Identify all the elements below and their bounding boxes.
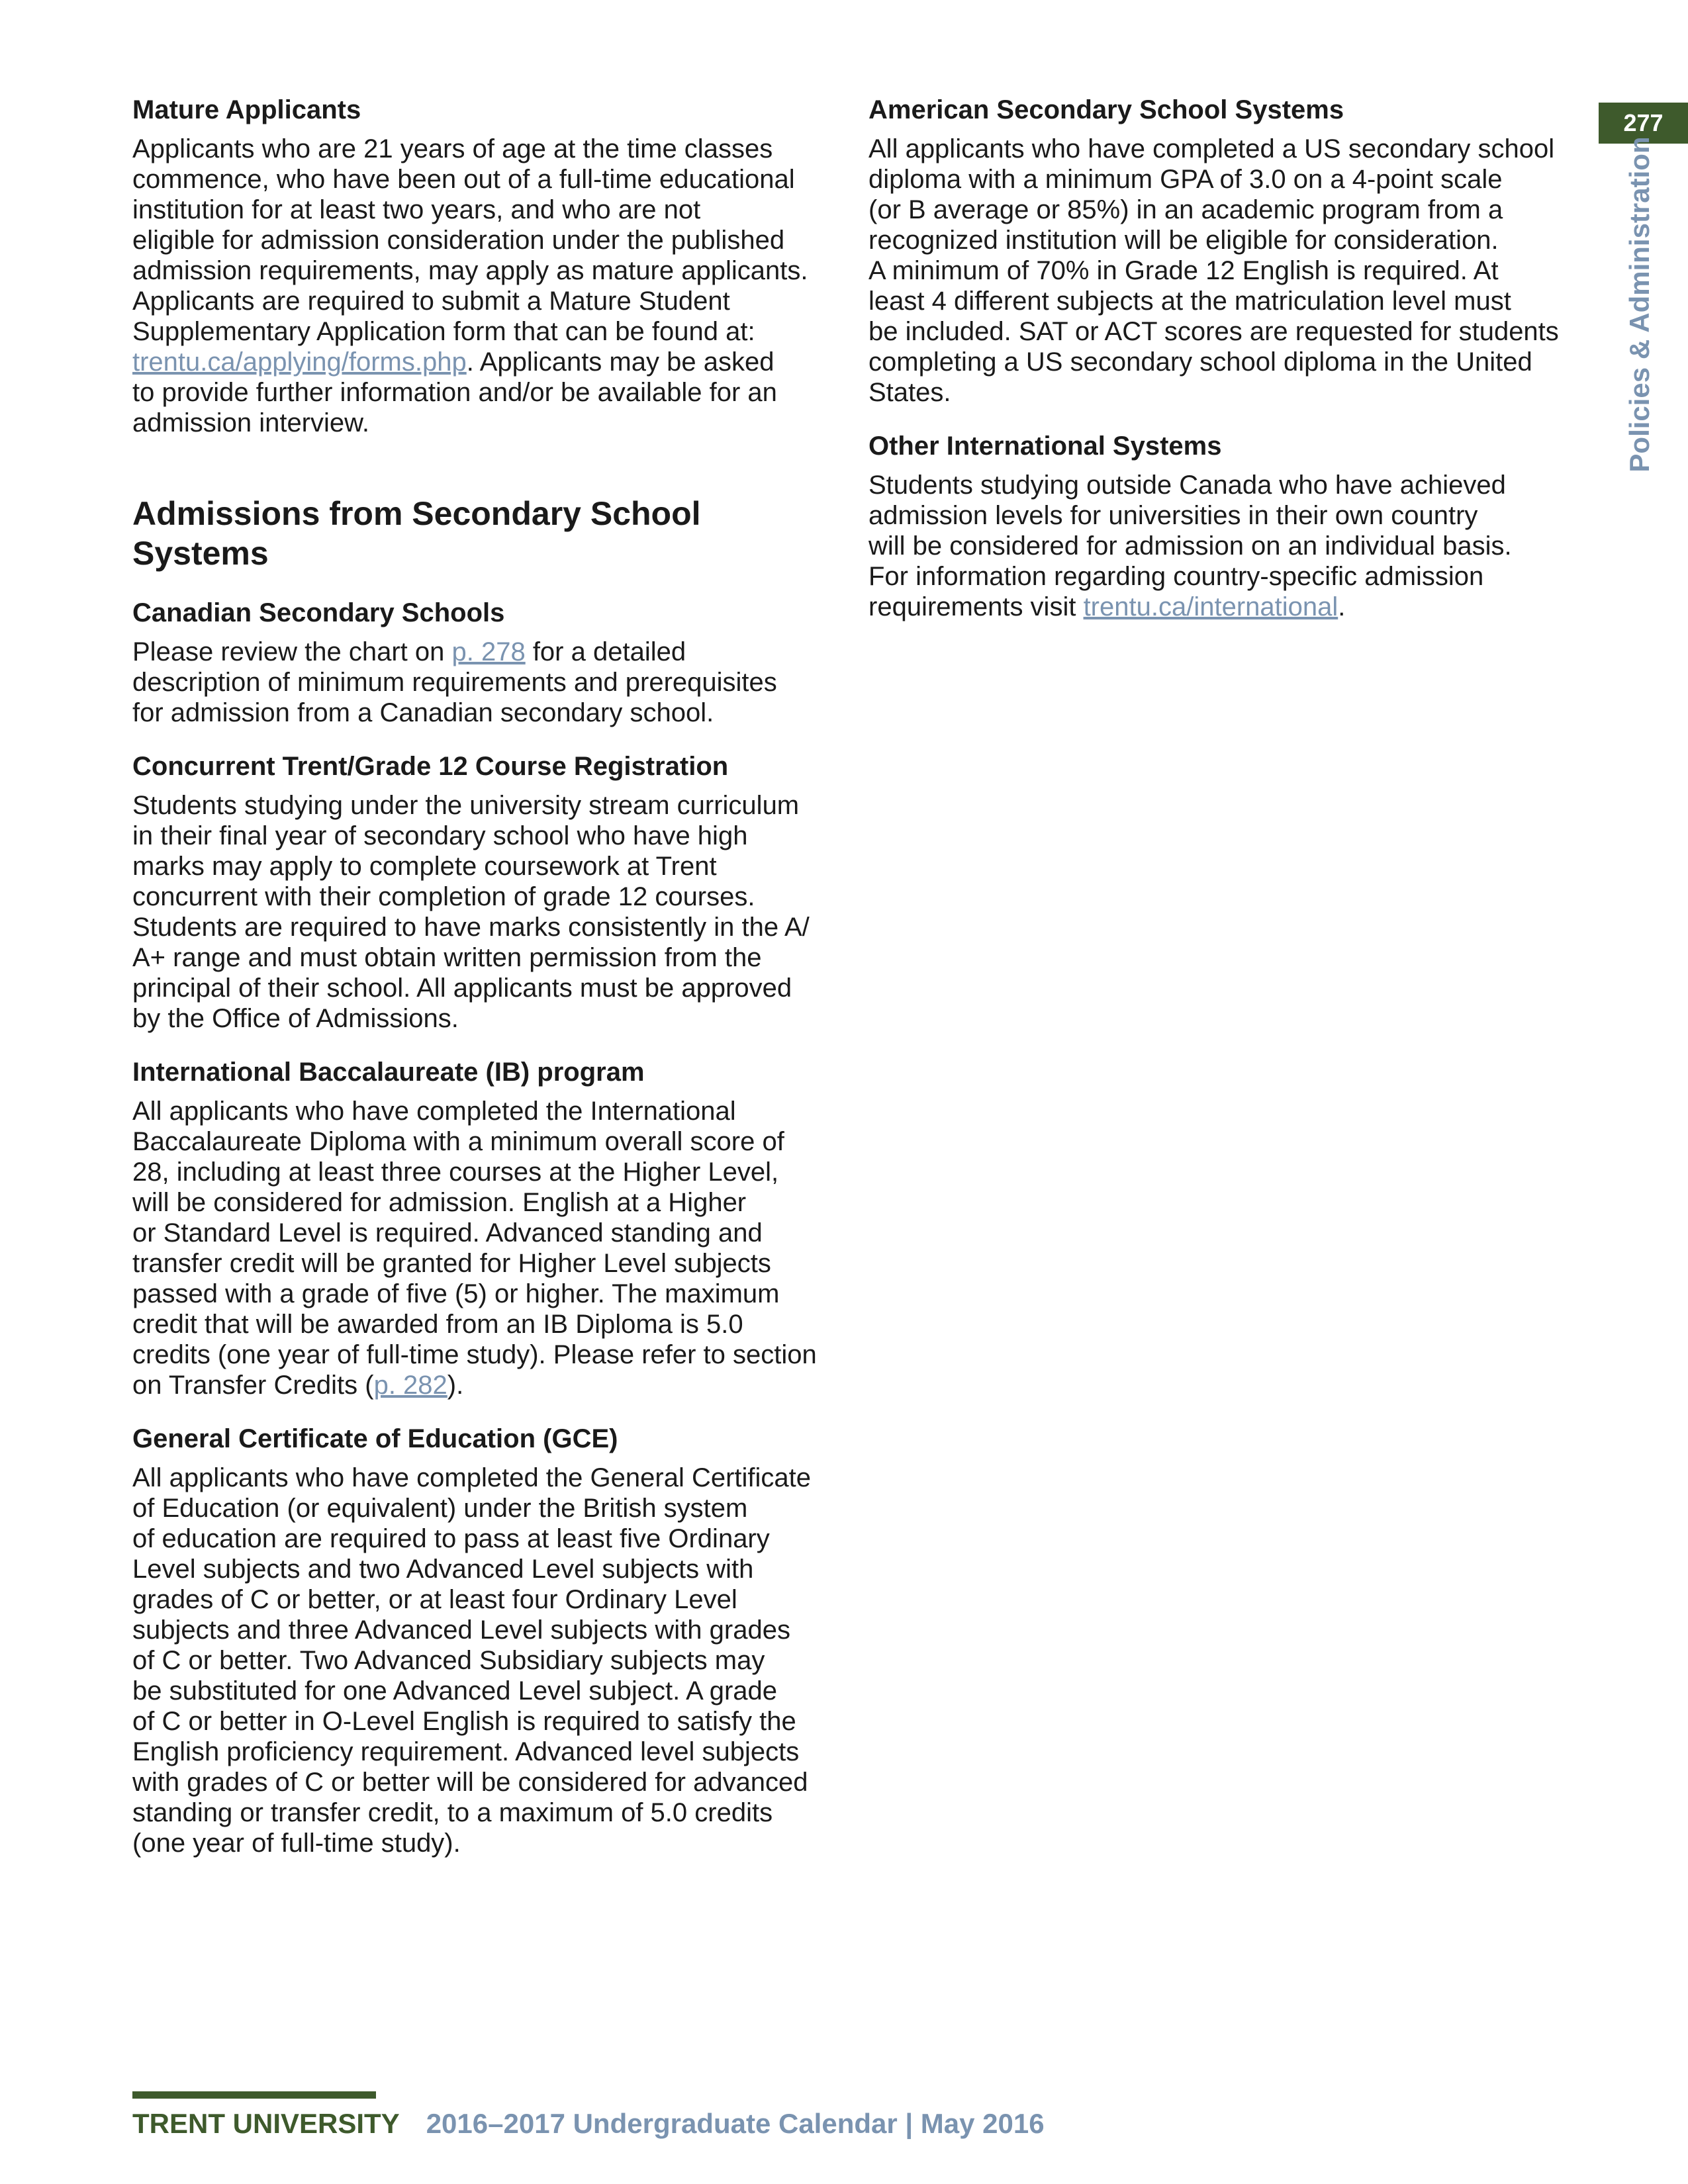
- right-column: [868, 93, 1570, 643]
- american-systems-heading: American Secondary School Systems: [868, 95, 1344, 124]
- section-title: Admissions from Secondary School Systems: [132, 495, 701, 572]
- ib-program-body: [132, 1096, 834, 1400]
- concurrent-registration-heading: Concurrent Trent/Grade 12 Course Registration: [132, 752, 729, 781]
- canadian-schools-heading: Canadian Secondary Schools: [132, 598, 505, 627]
- footer-university: TRENT UNIVERSITY: [132, 2108, 400, 2139]
- footer: [132, 2108, 1045, 2140]
- mature-applicants-body: [132, 134, 834, 438]
- other-international-body: [868, 470, 1570, 622]
- forms-link[interactable]: trentu.ca/applying/forms.php: [132, 347, 467, 377]
- ib-program-section: [132, 1055, 834, 1400]
- canadian-schools-body: [132, 637, 834, 728]
- gce-section: [132, 1422, 834, 1858]
- other-international-text-a: Students studying outside Canada who have achieved admission levels for universities in their own country will be considered for admission on an individual basis. For information regarding country-specific admission requirements visit: [868, 471, 1512, 621]
- page-number: 277: [1599, 103, 1688, 144]
- canadian-schools-text-b: for a detailed description of minimum requirements and prerequisites for admission from a Canadian secondary school.: [132, 637, 777, 727]
- ib-program-text-b: ).: [447, 1371, 464, 1400]
- other-international-heading: Other International Systems: [868, 432, 1222, 461]
- ib-program-heading: International Baccalaureate (IB) program: [132, 1058, 645, 1087]
- other-international-text-b: .: [1338, 592, 1346, 621]
- mature-applicants-text-b: . Applicants may be asked to provide further information and/or be available for an admission interview.: [132, 347, 777, 437]
- american-systems-section: [868, 93, 1570, 408]
- other-international-section: [868, 429, 1570, 622]
- gce-body: All applicants who have completed the General Certificate of Education (or equivalent) under the British system of education are required to pass at least five Ordinary Level subjects and two Advanced Level subjects with grades of C or better, or at least four Ordinary Level subjects and three Advanced Level subjects with grades of C or better. Two Advanced Subsidiary subjects may be substituted for one Advanced Level subject. A grade of C or better in O-Level English is required to satisfy the English proficiency requirement. Advanced level subjects with grades of C or better will be considered for advanced standing or transfer credit, to a maximum of 5.0 credits (one year of full-time study).: [132, 1463, 811, 1858]
- concurrent-registration-section: [132, 749, 834, 1034]
- american-systems-body: All applicants who have completed a US secondary school diploma with a minimum GPA of 3.0 on a 4-point scale (or B average or 85%) in an academic program from a recognized institution will be eligible for consideration. A minimum of 70% in Grade 12 English is required. At least 4 different subjects at the matriculation level must be included. SAT or ACT scores are requested for students completing a US secondary school diploma in the United States.: [868, 134, 1559, 407]
- footer-calendar: 2016–2017 Undergraduate Calendar | May 2016: [426, 2108, 1045, 2139]
- mature-applicants-heading: Mature Applicants: [132, 95, 361, 124]
- concurrent-registration-body: Students studying under the university stream curriculum in their final year of secondary school who have high marks may apply to complete coursework at Trent concurrent with their completion of grade 12 courses. Students are required to have marks consistently in the A/ A+ range and must obtain written permission from the principal of their school. All applicants must be approved by the Office of Admissions.: [132, 791, 810, 1033]
- page-282-link[interactable]: p. 282: [373, 1371, 447, 1400]
- footer-rule: [132, 2091, 376, 2099]
- gce-heading: General Certificate of Education (GCE): [132, 1424, 618, 1453]
- international-link[interactable]: trentu.ca/international: [1083, 592, 1338, 621]
- section-side-label: Policies & Administration: [1624, 136, 1655, 473]
- canadian-schools-text-a: Please review the chart on: [132, 637, 452, 666]
- mature-applicants-text-a: Applicants who are 21 years of age at the time classes commence, who have been out of a full-time educational institution for at least two years, and who are not eligible for admission consideration under the published admission requirements, may apply as mature applicants. Applicants are required to submit a Mature Student Supplementary Application form that can be found at:: [132, 134, 808, 346]
- left-column: [132, 93, 834, 1880]
- page-278-link[interactable]: p. 278: [451, 637, 526, 666]
- canadian-schools-section: [132, 596, 834, 728]
- mature-applicants-section: [132, 93, 834, 438]
- ib-program-text-a: All applicants who have completed the International Baccalaureate Diploma with a minimum overall score of 28, including at least three courses at the Higher Level, will be considered for admission. English at a Higher or Standard Level is required. Advanced standing and transfer credit will be granted for Higher Level subjects passed with a grade of five (5) or higher. The maximum credit that will be awarded from an IB Diploma is 5.0 credits (one year of full-time study). Please refer to section on Transfer Credits (: [132, 1097, 817, 1400]
